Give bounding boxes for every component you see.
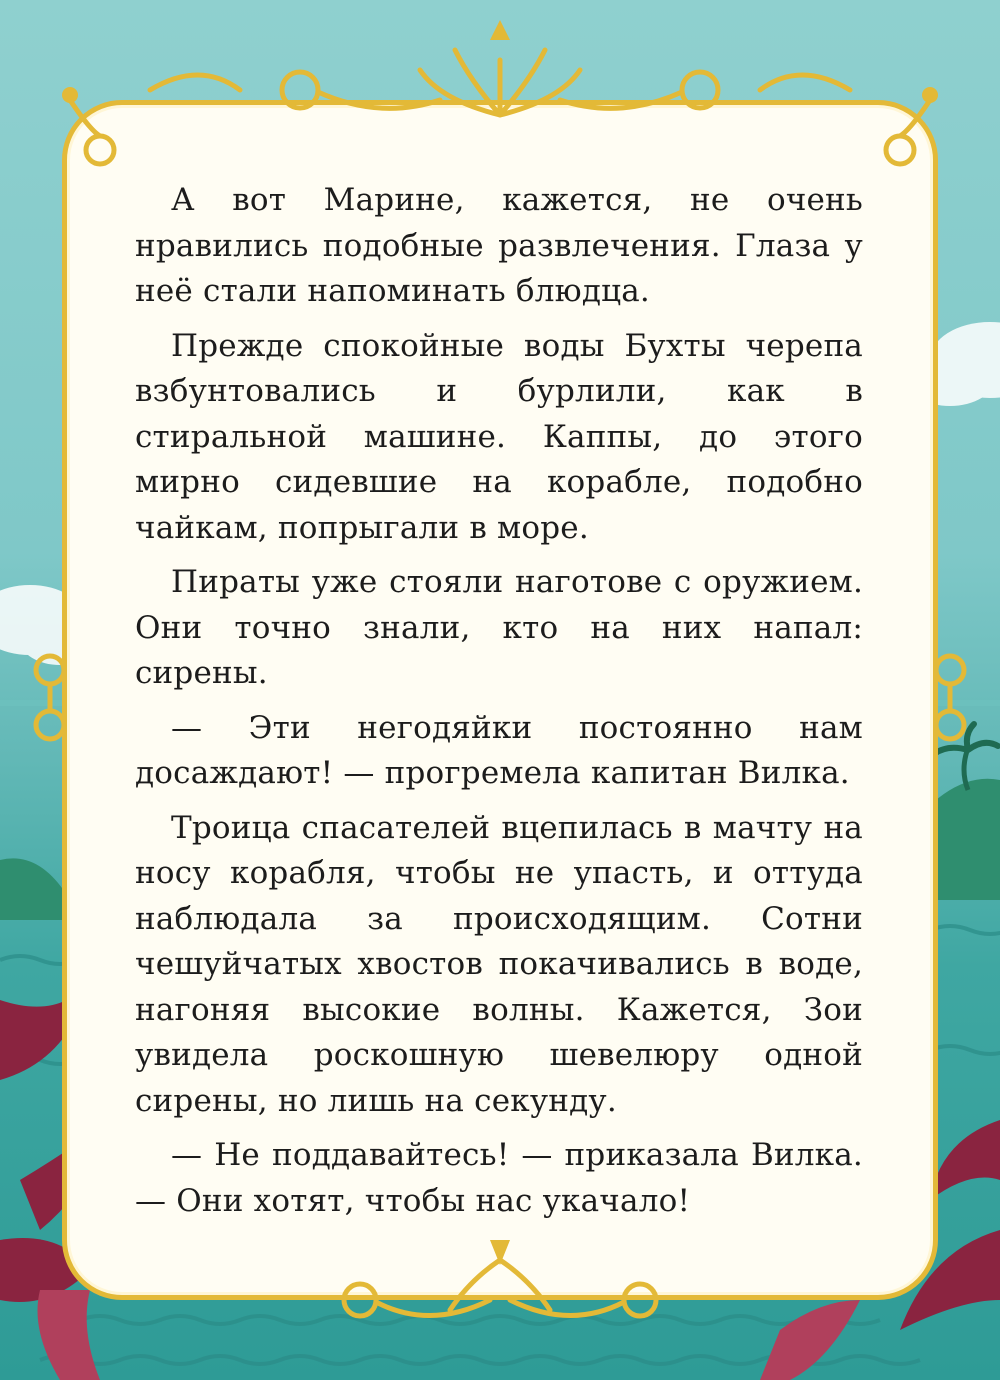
right-ornament — [920, 640, 980, 760]
left-ornament — [20, 640, 80, 760]
paragraph-1: А вот Марине, кажется, не очень нравились подобные развлечения. Глаза у неё стали напоминать блюдца. — [135, 182, 863, 309]
top-ornament — [0, 20, 1000, 180]
island-left — [0, 858, 70, 920]
paragraph-2: Прежде спокойные воды Бухты черепа взбунтовались и бурлили, как в стиральной машине. Каппы, до этого мирно сидевшие на корабле, подобно чайкам, попрыгали в море. — [135, 327, 863, 546]
paragraph-6: — Не поддавайтесь! — приказала Вилка. — Они хотят, чтобы нас укачало! — [135, 1137, 863, 1219]
paragraph-4: — Эти негодяйки постоянно нам досаждают! — прогремела капитан Вилка. — [135, 709, 863, 791]
story-text — [135, 178, 863, 1233]
paragraph-3: Пираты уже стояли наготове с оружием. Они точно знали, кто на них напал: сирены. — [135, 564, 863, 691]
bottom-ornament — [300, 1240, 700, 1350]
paragraph-5: Троица спасателей вцепилась в мачту на носу корабля, чтобы не упасть, и оттуда наблюдала за происходящим. Сотни чешуйчатых хвостов покачивались в воде, нагоняя высокие волны. Кажется, Зои увидела роскошную шевелюру одной сирены, но лишь на секунду. — [135, 809, 863, 1119]
